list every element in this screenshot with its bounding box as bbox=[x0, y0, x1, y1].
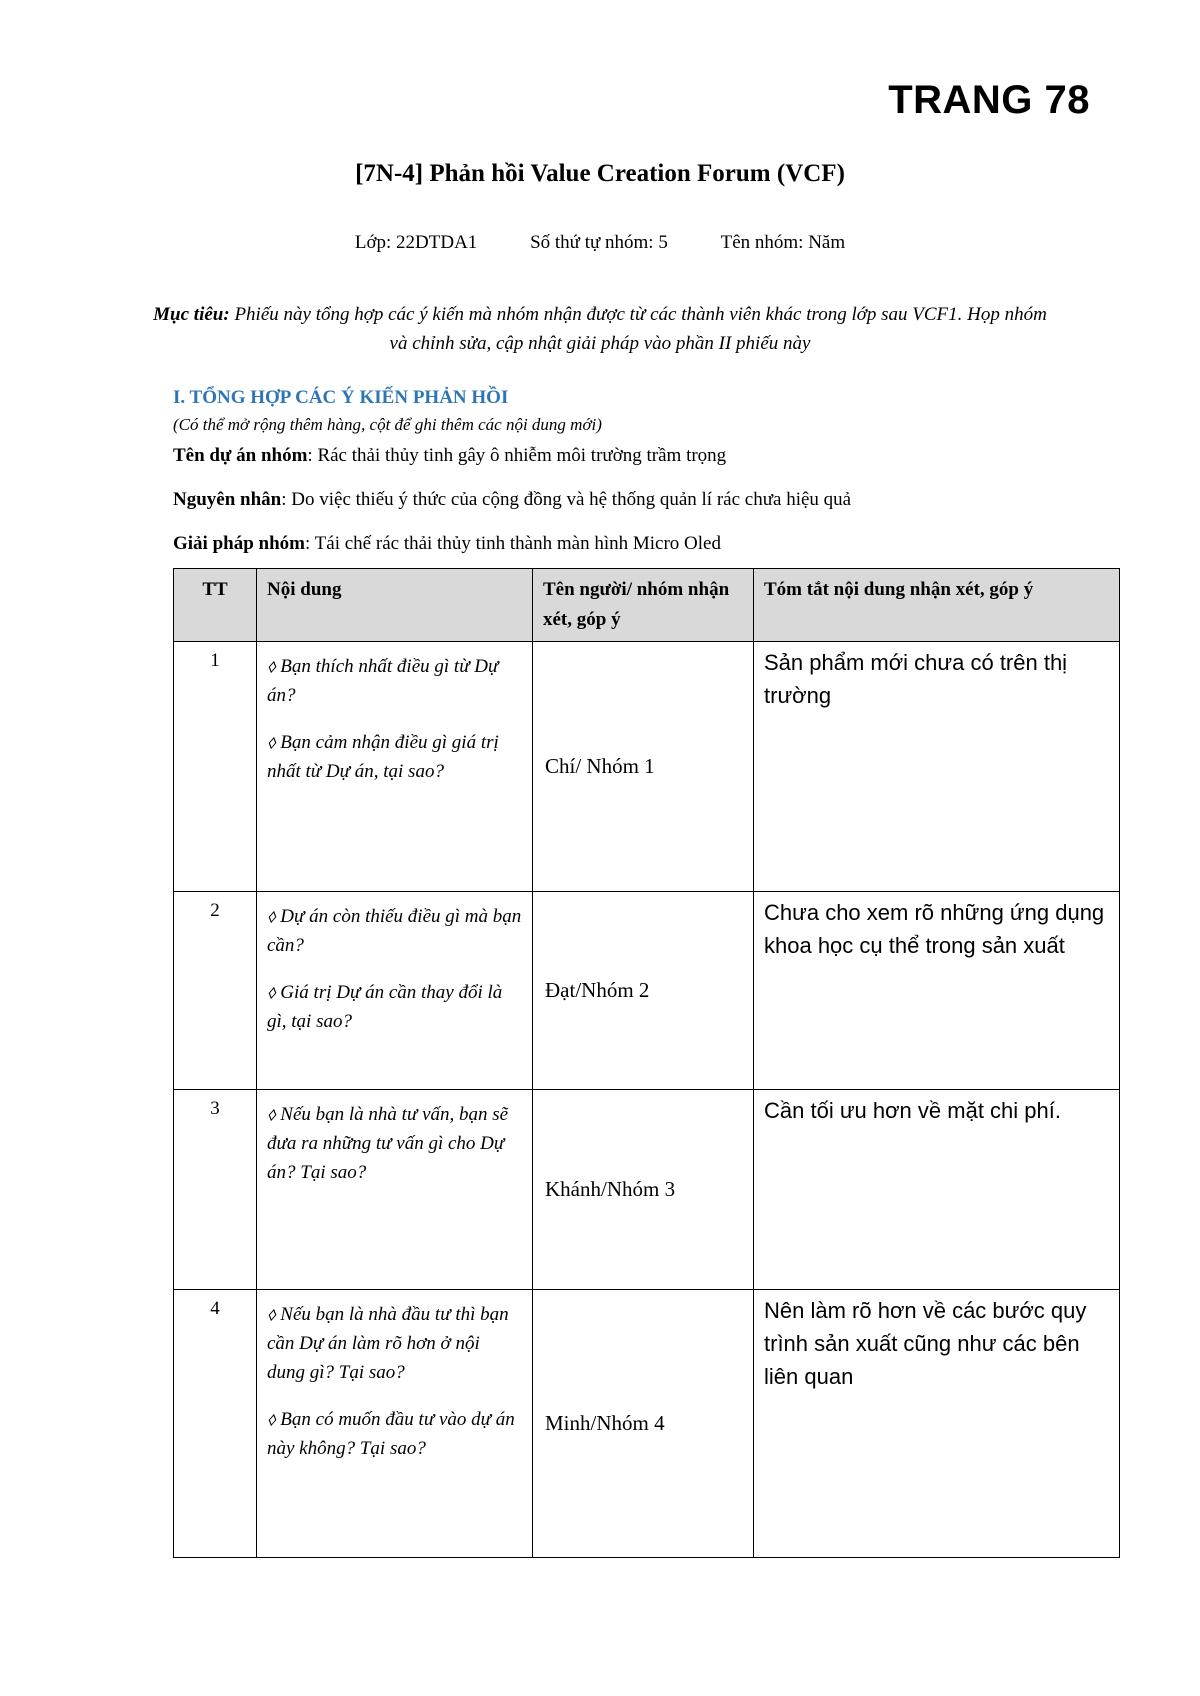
question-text: ⬨ Dự án còn thiếu điều gì mà bạn cần? bbox=[267, 906, 522, 956]
reviewer-cell: Chí/ Nhóm 1 bbox=[533, 642, 754, 892]
table-row bbox=[174, 642, 1120, 892]
question-text: ⬨ Nếu bạn là nhà đầu tư thì bạn cần Dự án làm rõ hơn ở nội dung gì? Tại sao? bbox=[267, 1304, 509, 1383]
solution-label: Giải pháp nhóm bbox=[173, 533, 305, 554]
class-field: Lớp: 22DTDA1 bbox=[354, 232, 478, 253]
table-header-row bbox=[174, 569, 1120, 642]
cause-value: : Do việc thiếu ý thức của cộng đồng và hệ thống quản lí rác chưa hiệu quả bbox=[281, 489, 852, 510]
question-cell bbox=[257, 1090, 533, 1290]
question-text: ⬨ Bạn có muốn đầu tư vào dự án này không? Tại sao? bbox=[267, 1409, 515, 1459]
row-number: 1 bbox=[174, 642, 257, 892]
question-cell bbox=[257, 642, 533, 892]
header-summary: Tóm tắt nội dung nhận xét, góp ý bbox=[754, 569, 1120, 642]
row-number: 4 bbox=[174, 1290, 257, 1558]
row-number: 3 bbox=[174, 1090, 257, 1290]
question-cell bbox=[257, 1290, 533, 1558]
group-name-field: Tên nhóm: Năm bbox=[720, 232, 846, 253]
cause-label: Nguyên nhân bbox=[173, 489, 282, 510]
project-name-line bbox=[173, 445, 726, 467]
form-meta bbox=[0, 232, 1200, 254]
project-name-label: Tên dự án nhóm bbox=[173, 445, 308, 466]
header-content: Nội dung bbox=[257, 569, 533, 642]
row-number: 2 bbox=[174, 892, 257, 1090]
objective-label: Mục tiêu: bbox=[153, 304, 230, 325]
section-heading: I. TỔNG HỢP CÁC Ý KIẾN PHẢN HỒI bbox=[173, 387, 509, 408]
question-text: ⬨ Nếu bạn là nhà tư vấn, bạn sẽ đưa ra những tư vấn gì cho Dự án? Tại sao? bbox=[267, 1104, 509, 1183]
header-tt: TT bbox=[174, 569, 257, 642]
solution-line bbox=[173, 533, 721, 555]
question-cell bbox=[257, 892, 533, 1090]
objective bbox=[150, 300, 1050, 358]
group-number-field: Số thứ tự nhóm: 5 bbox=[530, 232, 668, 253]
section-note: (Có thể mở rộng thêm hàng, cột để ghi thêm các nội dung mới) bbox=[173, 415, 602, 434]
comment-cell: Sản phẩm mới chưa có trên thị trường bbox=[754, 642, 1120, 892]
table-row bbox=[174, 1290, 1120, 1558]
header-person: Tên người/ nhóm nhận xét, góp ý bbox=[533, 569, 754, 642]
document-title: [7N-4] Phản hồi Value Creation Forum (VCF) bbox=[355, 160, 845, 187]
question-text: ⬨ Bạn thích nhất điều gì từ Dự án? bbox=[267, 656, 499, 706]
table-row bbox=[174, 1090, 1120, 1290]
comment-cell: Chưa cho xem rõ những ứng dụng khoa học cụ thể trong sản xuất bbox=[754, 892, 1120, 1090]
question-text: ⬨ Giá trị Dự án cần thay đổi là gì, tại sao? bbox=[267, 982, 503, 1032]
reviewer-cell: Đạt/Nhóm 2 bbox=[533, 892, 754, 1090]
objective-text: Phiếu này tổng hợp các ý kiến mà nhóm nhận được từ các thành viên khác trong lớp sau VCF1. Họp nhóm và chỉnh sửa, cập nhật giải pháp vào phần II phiếu này bbox=[229, 304, 1047, 354]
comment-cell: Cần tối ưu hơn về mặt chi phí. bbox=[754, 1090, 1120, 1290]
cause-line bbox=[173, 489, 851, 511]
solution-value: : Tái chế rác thải thủy tinh thành màn hình Micro Oled bbox=[305, 533, 721, 554]
reviewer-cell: Khánh/Nhóm 3 bbox=[533, 1090, 754, 1290]
comment-cell: Nên làm rõ hơn về các bước quy trình sản xuất cũng như các bên liên quan bbox=[754, 1290, 1120, 1558]
question-text: ⬨ Bạn cảm nhận điều gì giá trị nhất từ Dự án, tại sao? bbox=[267, 732, 499, 782]
reviewer-cell: Minh/Nhóm 4 bbox=[533, 1290, 754, 1558]
feedback-table bbox=[173, 568, 1120, 1558]
project-name-value: : Rác thải thủy tinh gây ô nhiễm môi trường trầm trọng bbox=[307, 445, 727, 466]
table-row bbox=[174, 892, 1120, 1090]
page-number: TRANG 78 bbox=[888, 78, 1090, 122]
